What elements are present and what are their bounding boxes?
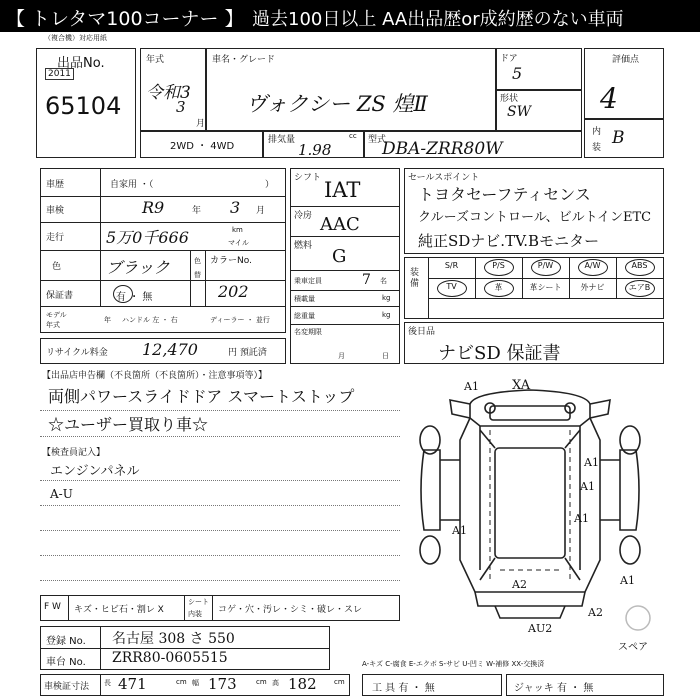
inspection-value: R9	[142, 198, 165, 217]
damage-label-a1-left: A1	[452, 524, 467, 537]
shift-label: シフト	[294, 173, 322, 183]
equipment-item: 外ナビ	[580, 282, 605, 292]
cert-length-tag: 長	[104, 679, 111, 687]
equipment-circle-mark	[625, 259, 655, 276]
lot-year-tag: 2011	[45, 68, 74, 80]
model-row-year: 年	[104, 316, 111, 324]
tools-label: 工 具 有 ・ 無	[372, 683, 435, 694]
history-value: 自家用 ・（	[110, 180, 154, 190]
damage-label-a1-front-left: A1	[464, 380, 479, 393]
inspector-note-1: エンジンパネル	[50, 464, 140, 479]
after-sale-label: 後日品	[408, 327, 436, 337]
name-change-month: 月	[338, 352, 345, 360]
damage-label-a1-rear-right: A1	[620, 574, 635, 587]
interior-label-1: 内	[592, 127, 602, 137]
equipment-circle-mark	[437, 280, 467, 297]
model-code-value: DBA-ZRR80W	[382, 139, 503, 159]
mileage-unit-km: km	[232, 226, 243, 234]
capacity-unit: 名	[380, 277, 387, 285]
fw-col-1: キズ・ヒビ石・割レ X	[74, 605, 164, 615]
inspection-month: 3	[230, 198, 241, 217]
fw-col-2-a: シート	[188, 598, 209, 606]
recycle-value: 12,470	[142, 340, 198, 359]
chassis-label: 車台 No.	[46, 657, 86, 668]
damage-label-au2-rear: AU2	[528, 622, 553, 635]
interior-value: B	[612, 128, 625, 148]
gross-label: 総重量	[294, 312, 315, 320]
history-close: ）	[265, 180, 275, 190]
name-change-day: 日	[382, 352, 389, 360]
cert-height-tag: 高	[272, 679, 279, 687]
warranty-value: 有 ・ 無	[116, 292, 153, 303]
banner-bracket-title: 【 トレタマ100コーナー 】	[6, 8, 244, 30]
fuel-value: G	[332, 246, 347, 267]
load-label: 積載量	[294, 295, 315, 303]
top-note: （複合機）対応用紙	[44, 34, 107, 42]
mileage-value: 5万0千666	[106, 228, 189, 247]
displacement-value: 1.98	[298, 141, 332, 159]
lot-label: 出品No.	[57, 56, 105, 71]
warranty-label: 保証書	[46, 291, 74, 301]
equipment-item: P/W	[537, 261, 554, 270]
capacity-value: 7	[362, 272, 371, 288]
score-label: 評価点	[612, 55, 640, 65]
color-no-value: 202	[218, 282, 249, 301]
car-name-value: ヴォクシー ZS 煌Ⅱ	[246, 92, 428, 116]
inspector-note-2: A-U	[50, 487, 73, 501]
damage-label-a1-right-lower: A1	[580, 480, 595, 493]
cert-width-tag: 幅	[192, 679, 199, 687]
seller-notes-label: 【出品店申告欄（不良箇所（不良箇所）・注意事項等）】	[42, 371, 268, 381]
mileage-unit-mile: マイル	[228, 239, 249, 247]
damage-label-a1-right-upper: A1	[584, 456, 599, 469]
color-label: 色	[52, 262, 62, 272]
banner-subtitle: 過去100日以上 AA出品歴or成約歴のない車両	[252, 9, 624, 30]
equipment-item: ABS	[631, 261, 648, 270]
lot-number: 65104	[45, 92, 122, 120]
equipment-item: 革	[494, 282, 503, 292]
damage-label-a2-rear: A2	[512, 578, 527, 591]
drive-label: 2WD ・ 4WD	[170, 141, 235, 152]
mileage-label: 走行	[46, 233, 65, 243]
equipment-item: S/R	[444, 261, 459, 270]
name-change-label: 名変期限	[294, 328, 322, 336]
equipment-circle-mark	[578, 259, 608, 276]
sales-point-1: トヨタセーフティセンス	[418, 185, 591, 204]
equipment-circle-mark	[625, 280, 655, 297]
damage-legend: A-キズ C-腐食 E-エクボ S-サビ U-凹ミ W-補修 XX-交換済	[362, 660, 545, 668]
registration-label: 登録 No.	[46, 636, 86, 647]
cert-height-value: 182	[288, 675, 317, 693]
equipment-item: 革シート	[529, 282, 562, 292]
car-name-label: 車名・グレード	[212, 55, 276, 65]
warranty-circle-mark	[113, 285, 133, 303]
model-code-label: 型式	[368, 135, 387, 145]
after-sale-value: ナビSD 保証書	[438, 343, 561, 364]
model-row-handle: ハンドル 左 ・ 右	[122, 316, 178, 324]
color-change-2: 替	[194, 271, 201, 279]
jack-label: ジャッキ 有 ・ 無	[514, 683, 594, 694]
chassis-value: ZRR80-0605515	[112, 650, 228, 666]
color-value: ブラック	[106, 258, 170, 277]
equipment-circle-mark	[484, 280, 514, 297]
sales-point-2: クルーズコントロール、ビルトインETC	[418, 210, 652, 225]
equipment-item: エアB	[628, 282, 651, 292]
load-unit: kg	[382, 294, 391, 302]
damage-label-a1-right-rear: A1	[574, 512, 589, 525]
spare-label: スペア	[618, 642, 648, 653]
model-year-value: 令和3	[146, 83, 191, 103]
model-year-month-unit: 月	[196, 119, 206, 129]
color-no-label: カラーNo.	[210, 256, 252, 266]
damage-label-a2-rear-right: A2	[588, 606, 603, 619]
aircon-label: 冷房	[294, 211, 313, 221]
capacity-label: 乗車定員	[294, 277, 322, 285]
recycle-label: リサイクル料金	[46, 348, 108, 358]
aircon-value: AAC	[320, 214, 360, 235]
cert-length-unit: cm	[176, 678, 187, 686]
interior-label-2: 装	[592, 143, 602, 153]
model-year-label: 年式	[146, 55, 165, 65]
car-damage-diagram	[400, 370, 670, 635]
equipment-circle-mark	[484, 259, 514, 276]
cert-label: 車検証寸法	[44, 682, 90, 692]
history-label: 車歴	[46, 180, 65, 190]
equipment-item: TV	[446, 281, 457, 291]
model-row-label-1: モデル	[46, 311, 67, 319]
model-row-dealer: ディーラー ・ 並行	[210, 316, 270, 324]
cert-length-value: 471	[118, 675, 147, 693]
cert-width-value: 173	[208, 675, 237, 693]
doors-value: 5	[512, 64, 523, 83]
cert-width-unit: cm	[256, 678, 267, 686]
color-change-1: 色	[194, 257, 201, 265]
shift-value: IAT	[324, 178, 361, 202]
fw-col-3: コゲ・穴・汚レ・シミ・破レ・スレ	[218, 605, 363, 615]
equipment-label: 装備	[410, 268, 420, 289]
fw-label: F W	[44, 602, 61, 612]
recycle-unit: 円 預託済	[228, 348, 267, 358]
sales-points-label: セールスポイント	[408, 173, 480, 183]
equipment-item: A/W	[584, 261, 601, 270]
seller-note-1: 両側パワースライドドア スマートストップ	[48, 387, 355, 406]
inspector-notes-label: 【検査員記入】	[42, 448, 106, 458]
registration-value: 名古屋 308 さ 550	[112, 631, 235, 647]
body-shape-value: SW	[507, 104, 531, 120]
displacement-label: 排気量	[268, 135, 296, 145]
seller-note-2: ☆ユーザー買取り車☆	[48, 415, 209, 434]
cert-height-unit: cm	[334, 678, 345, 686]
gross-unit: kg	[382, 311, 391, 319]
body-shape-label: 形状	[500, 94, 519, 104]
inspection-month-unit: 月	[256, 206, 266, 216]
inspection-label: 車検	[46, 206, 65, 216]
fw-col-2-b: 内装	[188, 610, 202, 618]
fuel-label: 燃料	[294, 241, 313, 251]
damage-label-xa-front: XA	[512, 378, 531, 393]
model-row-label-2: 年式	[46, 321, 60, 329]
inspection-year-unit: 年	[192, 206, 202, 216]
score-value: 4	[600, 82, 618, 115]
equipment-circle-mark	[531, 259, 561, 276]
displacement-unit: cc	[349, 132, 357, 140]
model-year-month: 3	[176, 98, 186, 116]
sales-point-3: 純正SDナビ.TV.Bモニター	[418, 232, 600, 250]
equipment-item: P/S	[492, 261, 505, 270]
doors-label: ドア	[500, 54, 518, 64]
